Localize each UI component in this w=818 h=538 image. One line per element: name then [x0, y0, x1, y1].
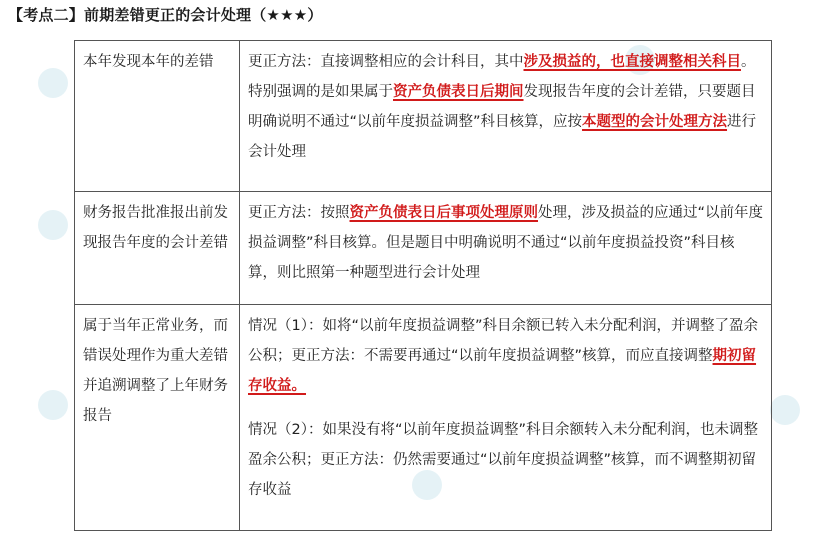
- key-phrase: 期初留存收益。: [248, 348, 757, 394]
- row-text: 更正方法：直接调整相应的会计科目，其中: [248, 54, 524, 70]
- row-content: [240, 41, 772, 192]
- key-phrase: 涉及损益的，也直接调整相关科目: [523, 54, 741, 70]
- key-phrase: 本题型的会计处理方法: [582, 114, 728, 130]
- row-label: 财务报告批准报出前发现报告年度的会计差错: [75, 192, 240, 305]
- row-text: 更正方法：按照: [248, 205, 350, 221]
- row-text: 发现报告年度的会计差错，只要题目明确说明不通过“以前年度损益调整”科目核算，应按: [248, 84, 756, 130]
- row-text: 情况（1）：如将“以前年度损益调整”科目余额已转入未分配利润，并调整了盈余公积；更正方法：不需要再通过“以前年度损益调整”核算，而应直接调整: [248, 318, 758, 364]
- row-content: [240, 305, 772, 531]
- watermark-logo-icon: [38, 390, 68, 420]
- table-row: [75, 305, 772, 531]
- case-2-paragraph: 情况（2）：如果没有将“以前年度损益调整”科目余额转入未分配利润，也未调整盈余公积；更正方法：仍然需要通过“以前年度损益调整”核算，而不调整期初留存收益: [248, 422, 758, 498]
- row-text: 进行会计处理: [248, 114, 757, 160]
- key-phrase: 资产负债表日后期间: [393, 84, 524, 100]
- row-label: 本年发现本年的差错: [75, 41, 240, 192]
- row-text: 。特别强调的是如果属于: [248, 54, 756, 100]
- watermark-logo-icon: [770, 395, 800, 425]
- row-text: 处理，涉及损益的应通过“以前年度损益调整”科目核算。但是题目中明确说明不通过“以前年度损益投资”科目核算，则比照第一种题型进行会计处理: [248, 205, 764, 281]
- heading-prefix: 【考点二】: [8, 6, 85, 24]
- section-heading: [8, 4, 323, 25]
- row-label: 属于当年正常业务，而错误处理作为重大差错并追溯调整了上年财务报告: [75, 305, 240, 531]
- table-row: [75, 41, 772, 192]
- heading-title: 前期差错更正的会计处理: [84, 6, 252, 24]
- case-1-paragraph: [248, 311, 763, 401]
- key-phrase: 资产负债表日后事项处理原则: [349, 205, 538, 221]
- watermark-logo-icon: [38, 68, 68, 98]
- table-row: [75, 192, 772, 305]
- watermark-logo-icon: [38, 210, 68, 240]
- row-content: [240, 192, 772, 305]
- error-correction-table: [74, 40, 772, 531]
- heading-rating: （★★★）: [251, 6, 323, 24]
